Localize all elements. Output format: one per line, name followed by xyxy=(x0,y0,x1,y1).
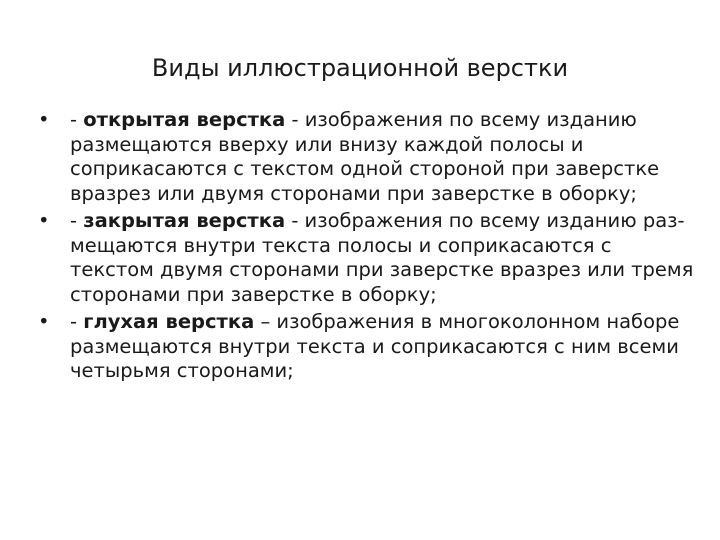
item-text: – изображения в многоколонном наборе размещаются внутри текста и соприкасаются с ним всеми четырьмя сторонами; xyxy=(70,310,680,382)
bullet-icon: • xyxy=(38,209,50,232)
slide-title: Виды иллюстрационной верстки xyxy=(151,54,569,82)
list-item-closed-layout xyxy=(38,209,698,307)
bullet-icon: • xyxy=(38,310,50,333)
list-item-open-layout xyxy=(38,108,698,206)
item-text: - изображения по всему изданию раз-мещаются внутри текста полосы и соприкасаются с текстом двумя сторонами при заверстке вразрез или тремя сторонами при заверстке в оборку; xyxy=(70,209,694,306)
list-item-blind-layout xyxy=(38,310,698,384)
item-term: глухая верстка xyxy=(83,310,255,333)
bullet-icon: • xyxy=(38,108,50,131)
item-prefix: - xyxy=(70,209,84,232)
item-term: открытая верстка xyxy=(83,108,286,131)
item-term: закрытая верстка xyxy=(83,209,286,232)
item-text: - изображения по всему изданию размещаются вверху или внизу каждой полосы и соприкасаются с текстом одной стороной при заверстке вразрез или двумя сторонами при заверстке в оборку; xyxy=(70,108,660,205)
bullet-list xyxy=(38,108,698,387)
item-prefix: - xyxy=(70,310,84,333)
item-prefix: - xyxy=(70,108,84,131)
